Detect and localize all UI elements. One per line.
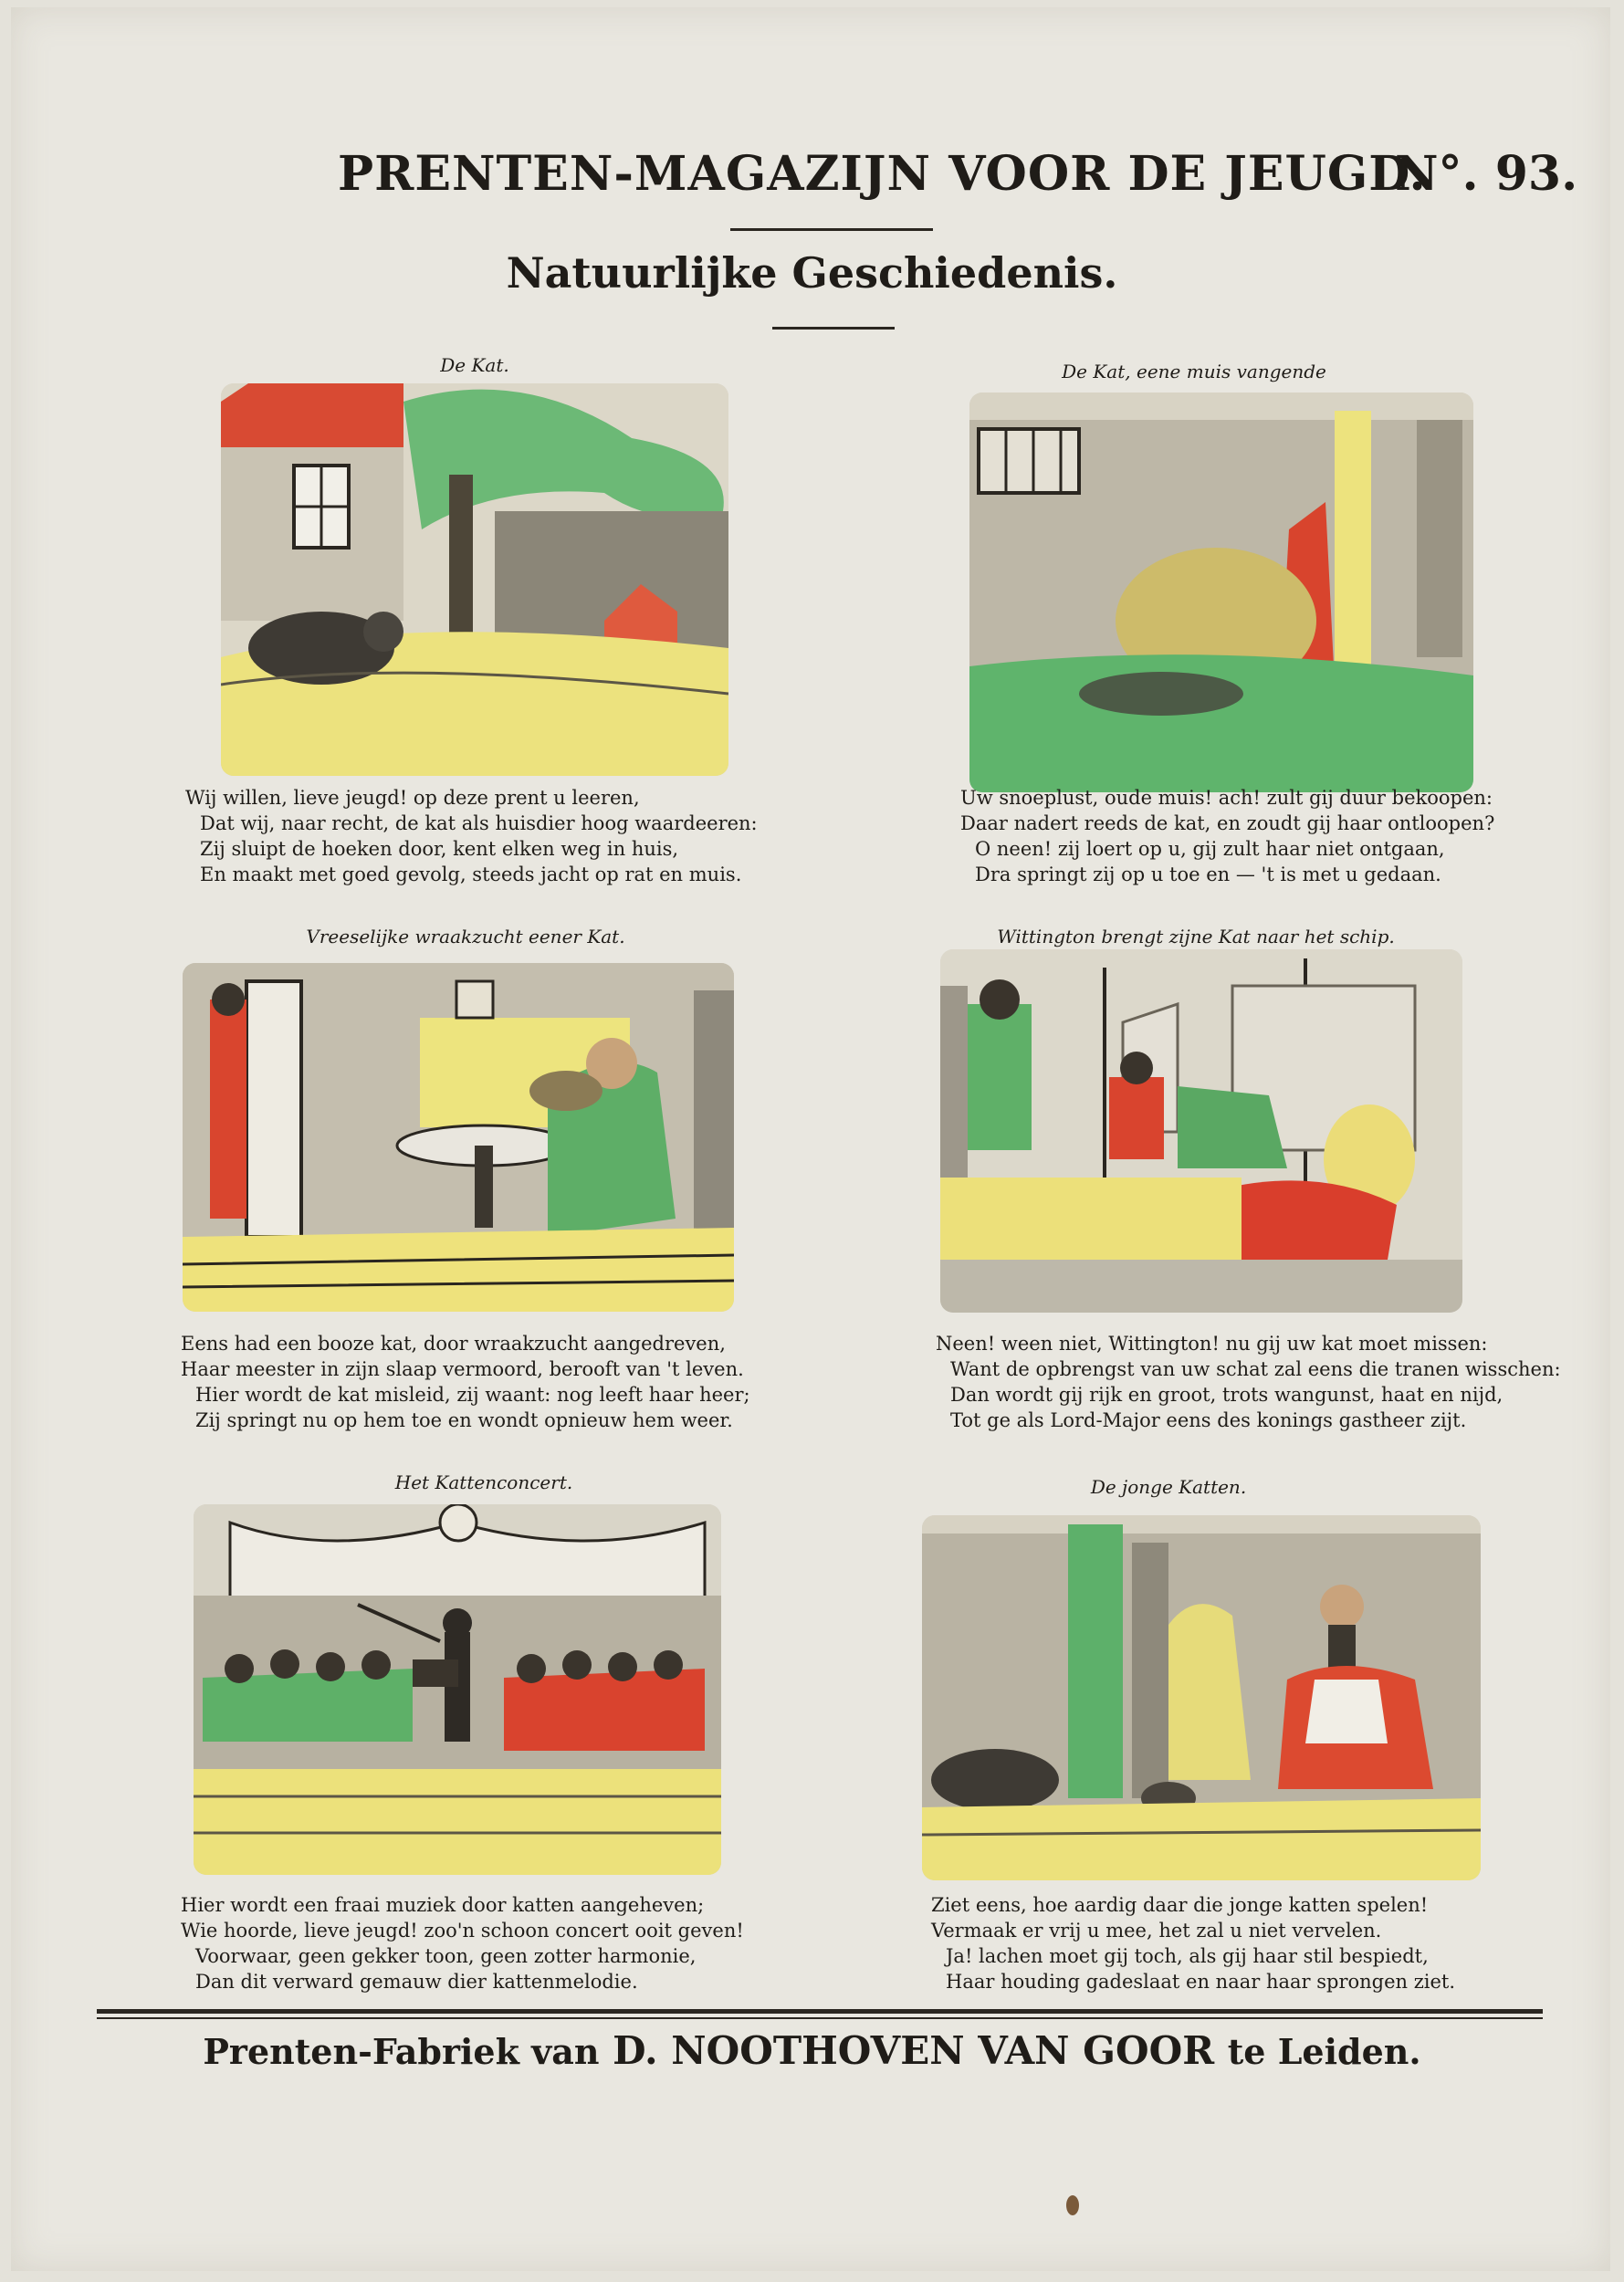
publisher-imprint	[0, 2028, 1624, 2073]
panel-verse	[181, 1331, 750, 1433]
verse-line: En maakt met goed gevolg, steeds jacht op rat en muis.	[200, 864, 742, 885]
cellar-cat-mouse-icon	[969, 393, 1473, 792]
verse-line: O neen! zij loert op u, gij zult haar niet ontgaan,	[975, 838, 1445, 860]
panel-caption: Wittington brengt zijne Kat naar het schip.	[997, 926, 1395, 947]
verse-line: Want de opbrengst van uw schat zal eens die tranen wisschen:	[950, 1358, 1561, 1380]
title-rule	[730, 228, 933, 231]
verse-line: Dra springt zij op u toe en — 't is met u gedaan.	[975, 864, 1441, 885]
verse-line: Haar meester in zijn slaap vermoord, berooft van 't leven.	[181, 1358, 744, 1380]
imprint-lead: Prenten-Fabriek van	[203, 2031, 600, 2072]
harbour-ship-icon	[940, 949, 1462, 1313]
panel-caption: De Kat.	[440, 354, 509, 376]
verse-line: Wij willen, lieve jeugd! op deze prent u leeren,	[185, 787, 640, 809]
paper-stain	[1066, 2195, 1079, 2215]
verse-line: Uw snoeplust, oude muis! ach! zult gij duur bekoopen:	[960, 787, 1493, 809]
verse-line: Eens had een booze kat, door wraakzucht aangedreven,	[181, 1333, 726, 1355]
verse-line: Neen! ween niet, Wittington! nu gij uw kat moet missen:	[936, 1333, 1488, 1355]
verse-line: Ziet eens, hoe aardig daar die jonge katten spelen!	[931, 1894, 1429, 1916]
panel-verse	[181, 1892, 744, 1994]
study-cat-attack-icon	[183, 963, 734, 1312]
verse-line: Voorwaar, geen gekker toon, geen zotter harmonie,	[195, 1945, 697, 1967]
cottage-cat-tree-icon	[221, 383, 728, 776]
subtitle-rule	[772, 327, 895, 330]
verse-line: Wie hoorde, lieve jeugd! zoo'n schoon concert ooit geven!	[181, 1920, 744, 1942]
cat-concert-stage-icon	[194, 1504, 721, 1875]
issue-number: N°. 93.	[1395, 146, 1578, 202]
panel-caption: De Kat, eene muis vangende	[1062, 361, 1326, 382]
panel-caption: Het Kattenconcert.	[394, 1471, 573, 1493]
verse-line: Dan wordt gij rijk en groot, trots wangunst, haat en nijd,	[950, 1384, 1504, 1406]
page-title: PRENTEN-MAGAZIJN VOOR DE JEUGD.	[338, 146, 1427, 202]
panel-caption: Vreeselijke wraakzucht eener Kat.	[306, 926, 625, 947]
verse-line: Dan dit verward gemauw dier kattenmelodie.	[195, 1971, 638, 1993]
page-subtitle: Natuurlijke Geschiedenis.	[506, 248, 1118, 298]
imprint-tail: te Leiden.	[1227, 2031, 1421, 2072]
verse-line: Hier wordt de kat misleid, zij waant: nog leeft haar heer;	[195, 1384, 750, 1406]
footer-rule-thin	[97, 2017, 1543, 2019]
panel-verse	[960, 785, 1494, 887]
verse-line: Ja! lachen moet gij toch, als gij haar stil bespiedt,	[946, 1945, 1429, 1967]
verse-line: Haar houding gadeslaat en naar haar sprongen ziet.	[946, 1971, 1456, 1993]
girl-kittens-room-icon	[922, 1515, 1481, 1880]
panel-verse	[931, 1892, 1455, 1994]
imprint-name: D. NOOTHOVEN VAN GOOR	[613, 2028, 1215, 2073]
masthead	[0, 146, 1624, 219]
footer-rule	[97, 2009, 1543, 2014]
verse-line: Hier wordt een fraai muziek door katten aangeheven;	[181, 1894, 705, 1916]
panel-caption: De jonge Katten.	[1090, 1476, 1247, 1498]
verse-line: Daar nadert reeds de kat, en zoudt gij haar ontloopen?	[960, 812, 1495, 834]
panel-verse	[936, 1331, 1561, 1433]
panel-verse	[185, 785, 758, 887]
verse-line: Zij springt nu op hem toe en wondt opnieuw hem weer.	[195, 1409, 733, 1431]
verse-line: Vermaak er vrij u mee, het zal u niet vervelen.	[931, 1920, 1382, 1942]
verse-line: Dat wij, naar recht, de kat als huisdier hoog waardeeren:	[200, 812, 758, 834]
verse-line: Zij sluipt de hoeken door, kent elken weg in huis,	[200, 838, 679, 860]
verse-line: Tot ge als Lord-Major eens des konings gastheer zijt.	[950, 1409, 1467, 1431]
